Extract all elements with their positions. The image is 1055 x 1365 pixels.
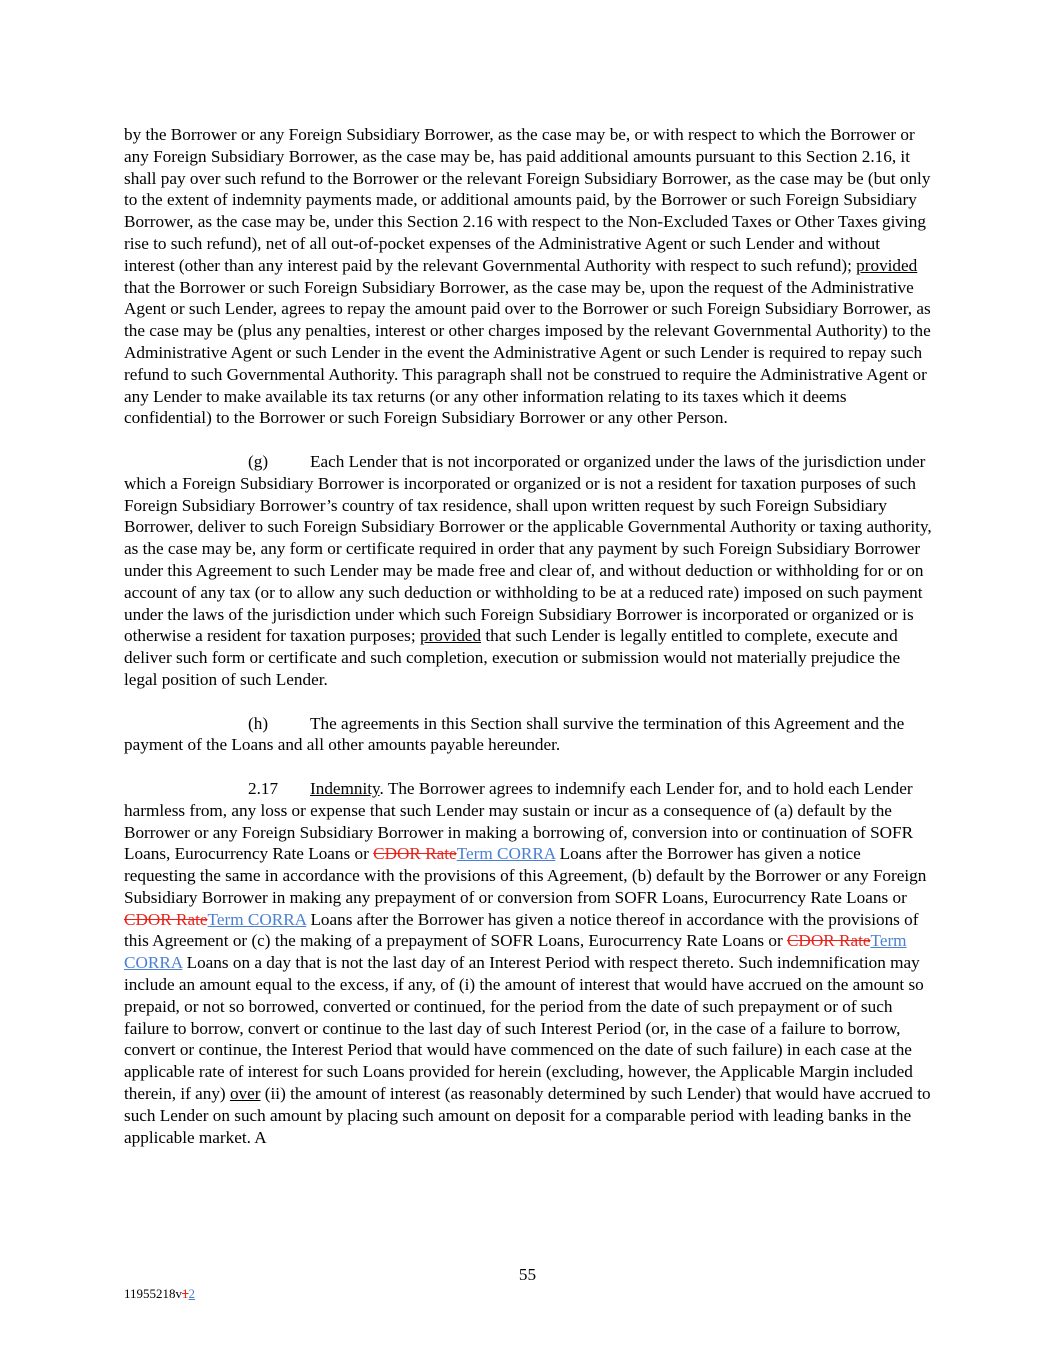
paragraph-f-continuation xyxy=(124,124,934,429)
paragraph-text: (ii) the amount of interest (as reasonably determined by such Lender) that would have accrued to such Lender on such amount by placing such amount on deposit for a comparable period with leading banks in the applicable market. A xyxy=(124,1084,931,1147)
deleted-text: CDOR Rate xyxy=(786,931,871,951)
inserted-text: Term CORRA xyxy=(456,844,556,864)
deleted-text: CDOR Rate xyxy=(124,909,208,929)
over-term: over xyxy=(229,1084,261,1104)
paragraph-h xyxy=(124,713,934,757)
provided-term: provided xyxy=(856,255,918,275)
paragraph-text: that the Borrower or such Foreign Subsidiary Borrower, as the case may be, upon the request of the Administrative Agent or such Lender, agrees to repay the amount paid over to the Borrower or such Foreign Subsidiary Borrower, as the case may be (plus any penalties, interest or other charges imposed by the relevant Governmental Authority) to the Administrative Agent or such Lender in the event the Administrative Agent or such Lender is required to repay such refund to such Governmental Authority. This paragraph shall not be construed to require the Administrative Agent or any Lender to make available its tax returns (or any other information relating to its taxes which it deems confidential) to the Borrower or such Foreign Subsidiary Borrower or any other Person. xyxy=(124,277,931,428)
document-id xyxy=(124,1286,195,1302)
paragraph-text: that such Lender is legally entitled to complete, execute and deliver such form or certificate and such completion, execution or submission would not materially prejudice the legal position of such Lender. xyxy=(124,626,901,689)
paragraph-text: Each Lender that is not incorporated or organized under the laws of the jurisdiction under which a Foreign Subsidiary Borrower is incorporated or organized or is not a resident for taxation purposes of such Foreign Subsidiary Borrower’s country of tax residence, shall upon written request by such Foreign Subsidiary Borrower, deliver to such Foreign Subsidiary Borrower or the applicable Governmental Authority or taxing authority, as the case may be, any form or certificate required in order that any payment by such Foreign Subsidiary Borrower under this Agreement to such Lender may be made free and clear of, and without deduction or withholding for or on account of any tax (or to allow any such deduction or withholding to be at a reduced rate) imposed on such payment under the laws of the jurisdiction under which such Foreign Subsidiary Borrower is incorporated or organized or is otherwise a resident for taxation purposes; xyxy=(124,451,932,646)
paragraph-label: (h) xyxy=(248,713,269,733)
inserted-text: Term CORRA xyxy=(207,909,307,929)
doc-id-deleted: 1 xyxy=(182,1286,189,1301)
paragraph-text: by the Borrower or any Foreign Subsidiary Borrower, as the case may be, or with respect to which the Borrower or any Foreign Subsidiary Borrower, as the case may be, has paid additional amounts pursuant to this Section 2.16, it shall pay over such refund to the Borrower or the relevant Foreign Subsidiary Borrower, as the case may be (but only to the extent of indemnity payments made, or additional amounts paid, by the Borrower or such Foreign Subsidiary Borrower, as the case may be, under this Section 2.16 with respect to the Non-Excluded Taxes or Other Taxes giving rise to such refund), net of all out-of-pocket expenses of the Administrative Agent or such Lender and without interest (other than any interest paid by the relevant Governmental Authority with respect to such refund); xyxy=(124,125,931,275)
paragraph-text: The agreements in this Section shall survive the termination of this Agreement and the payment of the Loans and all other amounts payable hereunder. xyxy=(124,713,905,755)
section-heading: Indemnity xyxy=(310,778,380,798)
paragraph-text: Loans on a day that is not the last day of an Interest Period with respect thereto. Such indemnification may include an amount equal to the excess, if any, of (i) the amount of interest that would have accrued on the amount so prepaid, or not so borrowed, converted or continued, for the period from the date of such prepayment or of such failure to borrow, convert or continue to the last day of such Interest Period (or, in the case of a failure to borrow, convert or continue, the Interest Period that would have commenced on the date of such failure) in each case at the applicable rate of interest for such Loans provided for herein (excluding, however, the Applicable Margin included therein, if any) xyxy=(124,953,924,1104)
provided-term: provided xyxy=(419,626,482,646)
document-body xyxy=(124,124,934,1148)
paragraph-text: Loans after the Borrower has given a notice requesting the same in accordance with the provisions of this Agreement, (b) default by the Borrower or any Foreign Subsidiary Borrower in making any prepayment of or conversion from SOFR Loans, Eurocurrency Rate Loans or xyxy=(124,844,927,907)
section-number: 2.17 xyxy=(248,778,279,798)
paragraph-label: (g) xyxy=(248,451,269,471)
paragraph-g xyxy=(124,451,934,691)
deleted-text: CDOR Rate xyxy=(373,844,457,864)
doc-id-inserted: 2 xyxy=(188,1286,196,1301)
inserted-text: Term CORRA xyxy=(124,931,907,973)
section-2-17 xyxy=(124,778,934,1149)
paragraph-text: Loans after the Borrower has given a notice thereof in accordance with the provisions of this Agreement or (c) the making of a prepayment of SOFR Loans, Eurocurrency Rate Loans or xyxy=(124,909,919,951)
paragraph-text: . The Borrower agrees to indemnify each Lender for, and to hold each Lender harmless from, any loss or expense that such Lender may sustain or incur as a consequence of (a) default by the Borrower or any Foreign Subsidiary Borrower in making a borrowing of, conversion into or continuation of SOFR Loans, Eurocurrency Rate Loans or xyxy=(124,778,914,864)
doc-id-prefix: 11955218v xyxy=(124,1286,183,1301)
page-number: 55 xyxy=(518,1265,537,1284)
